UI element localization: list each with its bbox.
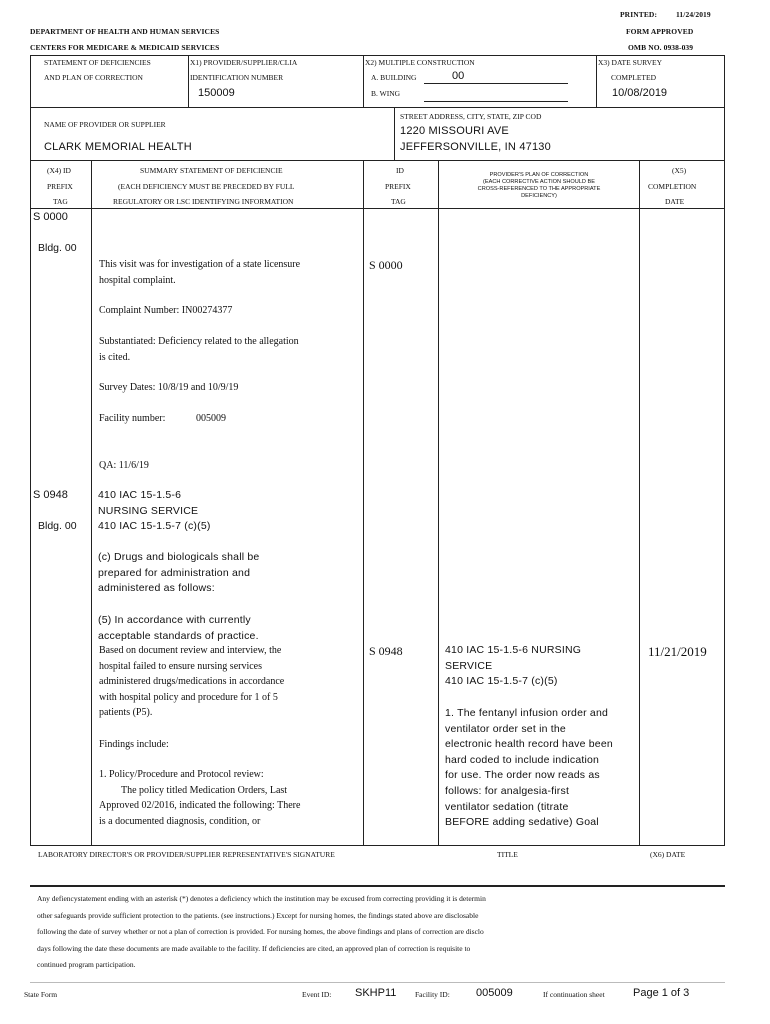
summary-line: is a documented diagnosis, condition, or bbox=[99, 815, 261, 827]
plan-header-3: CROSS-REFERENCED TO THE APPROPRIATE bbox=[477, 186, 601, 192]
summary-header-1: SUMMARY STATEMENT OF DEFICIENCIE bbox=[140, 166, 283, 175]
summary-line: hospital failed to ensure nursing services bbox=[99, 660, 263, 672]
facility-id-label: Facility ID: bbox=[415, 990, 450, 999]
disclaimer-line: Any defiencystatement ending with an asterisk (*) denotes a deficiency which the institution may be excused from correcting providing it is determin bbox=[37, 894, 486, 903]
plan-header-1: PROVIDER'S PLAN OF CORRECTION bbox=[489, 172, 589, 178]
regulation-5-block bbox=[98, 613, 259, 644]
facility-id-value: 005009 bbox=[476, 987, 513, 999]
summary-header-2: (EACH DEFICIENCY MUST BE PRECEDED BY FULL bbox=[118, 182, 295, 191]
regulation-line: prepared for administration and bbox=[98, 566, 251, 579]
frame-top bbox=[30, 55, 725, 56]
summary-line: with hospital policy and procedure for 1 of 5 bbox=[99, 691, 278, 703]
qa-date: QA: 11/6/19 bbox=[99, 460, 149, 471]
x2-label: X2) MULTIPLE CONSTRUCTION bbox=[365, 58, 475, 67]
plan-line: ventilator sedation (titrate bbox=[445, 800, 569, 813]
x5-header-1: (X5) bbox=[672, 166, 687, 175]
event-id-value: SKHP11 bbox=[355, 987, 397, 999]
building-tag-1: Bldg. 00 bbox=[38, 242, 77, 254]
plan-line: SERVICE bbox=[445, 659, 493, 672]
continuation-label: If continuation sheet bbox=[543, 990, 605, 999]
summary-line: Based on document review and interview, the bbox=[99, 645, 282, 656]
disclaimer-line: days following the date these documents are made available to the facility. If deficiencies are cited, an approved plan of correction is requisite to bbox=[37, 943, 471, 953]
id-tag-s0948: S 0948 bbox=[369, 644, 403, 658]
facility-number-label: Facility number: bbox=[99, 413, 166, 424]
frame-left bbox=[30, 55, 31, 845]
divider-x2 bbox=[363, 55, 364, 107]
signature-rule bbox=[30, 885, 725, 887]
wing-label: B. WING bbox=[371, 89, 401, 98]
summary-header-3: REGULATORY OR LSC IDENTIFYING INFORMATION bbox=[113, 197, 294, 206]
frame-right bbox=[724, 55, 725, 845]
plan-regulation-block bbox=[445, 643, 581, 690]
disclaimer-line: following the date of survey whether or not a plan of correction is provided. For nursing homes, the above findings and plans of correction are disclo bbox=[37, 927, 484, 936]
regulation-line: acceptable standards of practice. bbox=[98, 629, 259, 642]
disclaimer-text bbox=[37, 891, 486, 974]
frame-bottom bbox=[30, 845, 725, 846]
id-header-1: ID bbox=[396, 166, 404, 175]
plan-header bbox=[440, 172, 638, 200]
id-header-3: TAG bbox=[391, 197, 406, 206]
summary-line: Substantiated: Deficiency related to the allegation bbox=[99, 336, 299, 347]
statement-label-1: STATEMENT OF DEFICIENCIES bbox=[44, 58, 151, 67]
summary-line: Approved 02/2016, indicated the following: There bbox=[99, 800, 301, 812]
wing-underline bbox=[424, 101, 568, 102]
plan-line: electronic health record have been bbox=[445, 738, 613, 751]
statement-label-2: AND PLAN OF CORRECTION bbox=[44, 73, 143, 82]
title-label: TITLE bbox=[497, 850, 518, 859]
summary-line: is cited. bbox=[99, 351, 131, 363]
row1-bottom bbox=[30, 107, 725, 108]
plan-line: for use. The order now reads as bbox=[445, 769, 600, 782]
form-approved: FORM APPROVED bbox=[626, 27, 694, 36]
provider-id-value: 150009 bbox=[198, 87, 235, 99]
street-address-line2: JEFFERSONVILLE, IN 47130 bbox=[400, 141, 551, 153]
divider-x1 bbox=[188, 55, 189, 107]
x6-date-label: (X6) DATE bbox=[650, 850, 686, 859]
footer-rule bbox=[30, 982, 725, 983]
plan-line: BEFORE adding sedative) Goal bbox=[445, 816, 599, 829]
street-address-label: STREET ADDRESS, CITY, STATE, ZIP COD bbox=[400, 112, 542, 121]
row2-bottom bbox=[30, 160, 725, 161]
building-underline bbox=[424, 83, 568, 84]
prefix-tag-s0000: S 0000 bbox=[33, 211, 68, 223]
divider-x3 bbox=[596, 55, 597, 107]
x4-header-2: PREFIX bbox=[47, 182, 73, 191]
col-divider-1 bbox=[91, 160, 92, 845]
facility-number-value: 005009 bbox=[196, 413, 226, 424]
regulation-c-block bbox=[98, 550, 259, 597]
regulation-line: NURSING SERVICE bbox=[98, 504, 199, 517]
building-tag-2: Bldg. 00 bbox=[38, 520, 77, 532]
col-divider-3 bbox=[438, 160, 439, 845]
department-title: DEPARTMENT OF HEALTH AND HUMAN SERVICES bbox=[30, 27, 220, 36]
x5-header-3: DATE bbox=[665, 197, 685, 206]
plan-line: 410 IAC 15-1.5-7 (c)(5) bbox=[445, 675, 558, 688]
x1-label-1: X1) PROVIDER/SUPPLIER/CLIA bbox=[190, 58, 298, 67]
plan-line: hard coded to include indication bbox=[445, 753, 600, 766]
x4-header-1: (X4) ID bbox=[47, 166, 71, 175]
survey-dates: Survey Dates: 10/8/19 and 10/9/19 bbox=[99, 382, 239, 393]
x1-label-2: IDENTIFICATION NUMBER bbox=[190, 73, 284, 82]
findings-block bbox=[99, 643, 284, 721]
street-address-line1: 1220 MISSOURI AVE bbox=[400, 125, 509, 137]
disclaimer-line: other safeguards provide sufficient protection to the patients. (see instructions.) Except for nursing homes, the findings stated above are disclosable bbox=[37, 910, 479, 920]
building-value: 00 bbox=[452, 70, 465, 82]
printed-label: PRINTED: bbox=[620, 10, 658, 19]
event-id-label: Event ID: bbox=[302, 990, 332, 999]
x4-header-3: TAG bbox=[53, 197, 68, 206]
provider-name-value: CLARK MEMORIAL HEALTH bbox=[44, 141, 192, 153]
plan-header-2: (EACH CORRECTIVE ACTION SHOULD BE bbox=[483, 179, 595, 185]
summary-paragraph-1 bbox=[99, 257, 300, 288]
plan-corrective-action bbox=[445, 706, 613, 831]
policy-review-block bbox=[99, 767, 300, 829]
summary-line: administered drugs/medications in accordance bbox=[99, 676, 285, 688]
x3-label-2: COMPLETED bbox=[611, 73, 656, 82]
findings-include: Findings include: bbox=[99, 739, 169, 750]
summary-line: The policy titled Medication Orders, Last bbox=[121, 784, 288, 796]
x5-header-2: COMPLETION bbox=[648, 182, 697, 191]
signature-label: LABORATORY DIRECTOR'S OR PROVIDER/SUPPLIER REPRESENTATIVE'S SIGNATURE bbox=[38, 850, 335, 859]
regulation-line: 410 IAC 15-1.5-7 (c)(5) bbox=[98, 520, 211, 533]
id-header-2: PREFIX bbox=[385, 182, 411, 191]
regulation-block bbox=[98, 488, 211, 535]
building-label: A. BUILDING bbox=[371, 73, 417, 82]
disclaimer-line: continued program participation. bbox=[37, 960, 136, 969]
state-form-label: State Form bbox=[24, 990, 58, 999]
id-tag-s0000: S 0000 bbox=[369, 258, 403, 272]
summary-line: 1. Policy/Procedure and Protocol review: bbox=[99, 769, 264, 780]
completion-date: 11/21/2019 bbox=[648, 644, 707, 659]
omb-number: OMB NO. 0938-039 bbox=[628, 43, 694, 52]
provider-name-label: NAME OF PROVIDER OR SUPPLIER bbox=[44, 120, 166, 129]
summary-line: patients (P5). bbox=[99, 707, 153, 719]
regulation-line: administered as follows: bbox=[98, 582, 215, 595]
header-row-bottom bbox=[30, 208, 725, 209]
regulation-line: (c) Drugs and biologicals shall be bbox=[98, 551, 260, 563]
centers-title: CENTERS FOR MEDICARE & MEDICAID SERVICES bbox=[30, 43, 220, 52]
complaint-number: Complaint Number: IN00274377 bbox=[99, 305, 233, 316]
summary-line: This visit was for investigation of a state licensure bbox=[99, 259, 301, 270]
prefix-tag-s0948: S 0948 bbox=[33, 489, 68, 501]
regulation-line: (5) In accordance with currently bbox=[98, 614, 251, 626]
divider-address bbox=[394, 107, 395, 160]
summary-line: hospital complaint. bbox=[99, 274, 176, 286]
survey-completed-date: 10/08/2019 bbox=[612, 87, 668, 99]
summary-paragraph-3 bbox=[99, 334, 299, 365]
printed-date: 11/24/2019 bbox=[676, 10, 711, 19]
plan-line: follows: for analgesia-first bbox=[445, 784, 570, 797]
plan-header-4: DEFICIENCY) bbox=[521, 193, 557, 199]
col-divider-2 bbox=[363, 160, 364, 845]
page-number: Page 1 of 3 bbox=[633, 987, 690, 999]
plan-line: 1. The fentanyl infusion order and bbox=[445, 707, 609, 719]
col-divider-4 bbox=[639, 160, 640, 845]
regulation-line: 410 IAC 15-1.5-6 bbox=[98, 489, 182, 501]
plan-line: ventilator order set in the bbox=[445, 722, 566, 735]
plan-line: 410 IAC 15-1.5-6 NURSING bbox=[445, 644, 582, 656]
x3-label-1: X3) DATE SURVEY bbox=[598, 58, 662, 67]
